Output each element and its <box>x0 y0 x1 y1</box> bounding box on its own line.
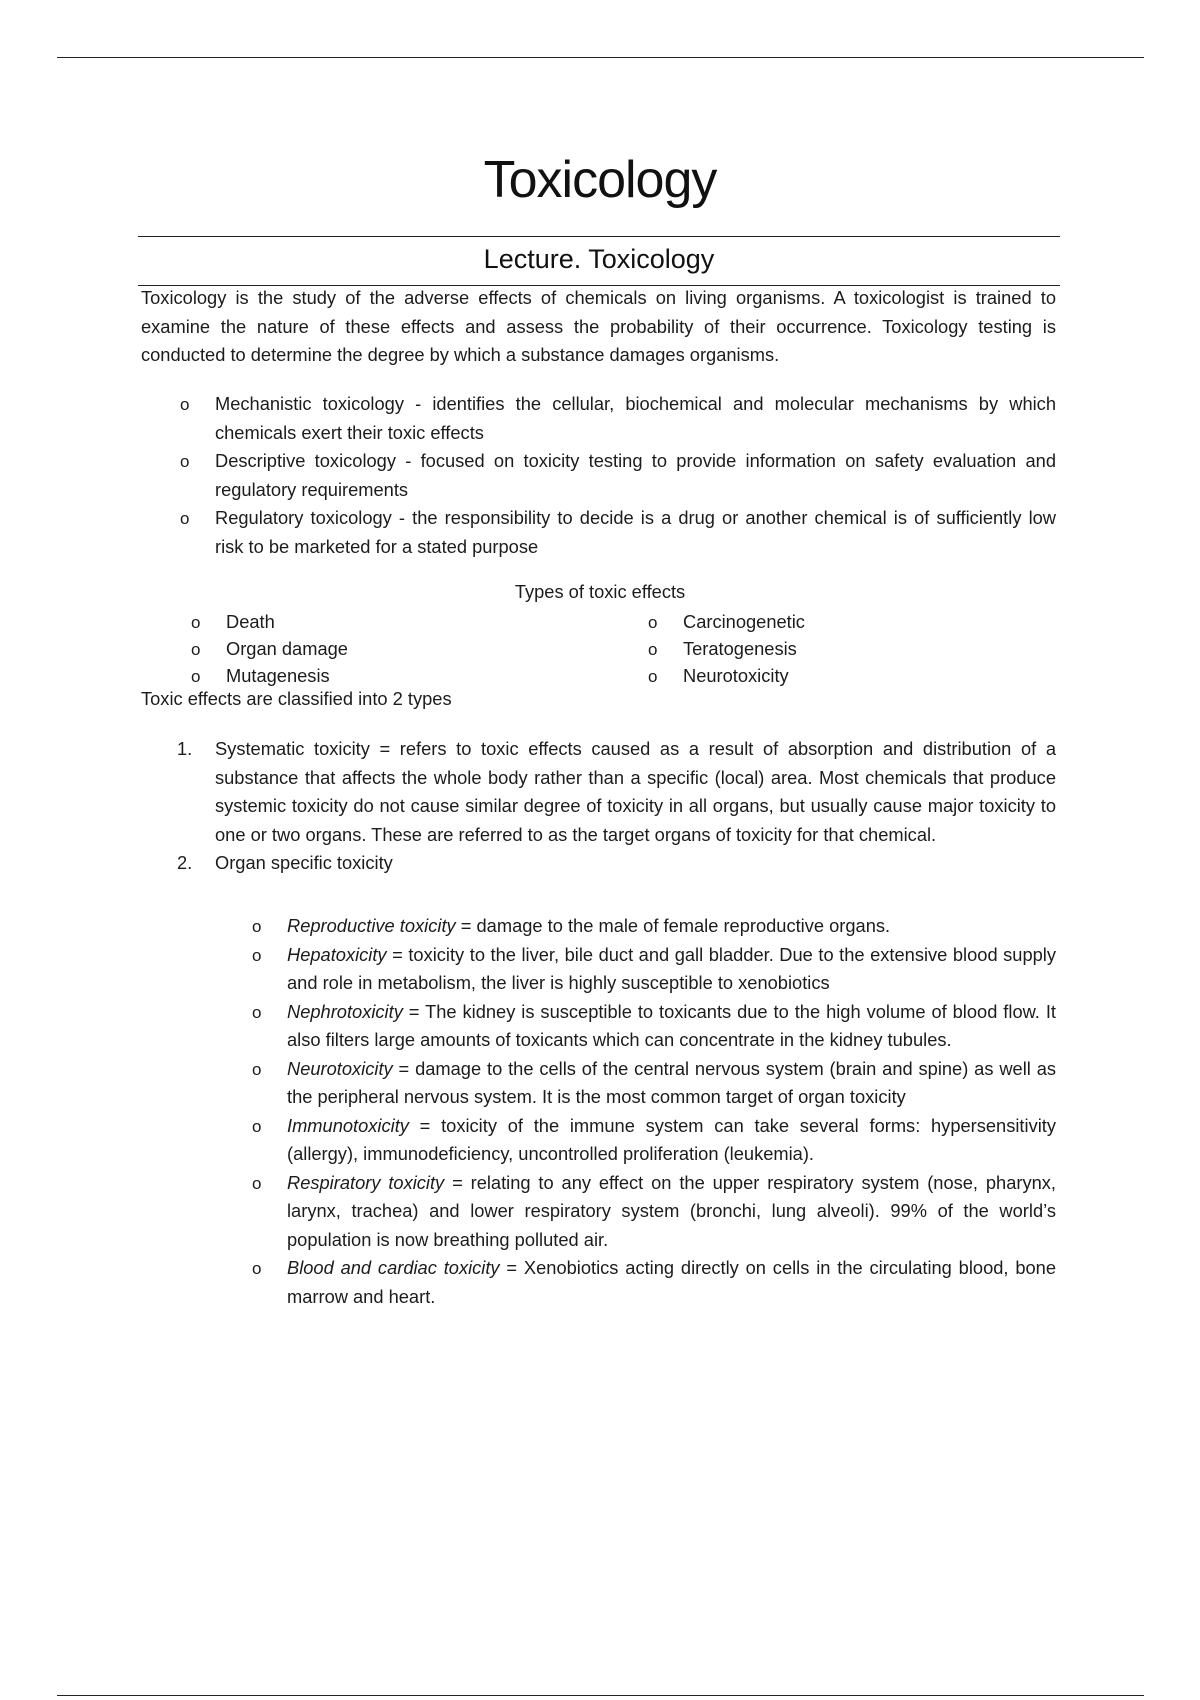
list-item <box>177 849 1056 878</box>
effect-type: Teratogenesis <box>683 638 797 659</box>
toxicity-description: = The kidney is susceptible to toxicants due to the high volume of blood flow. It also filters large amounts of toxicants which can concentrate in the kidney tubules. <box>287 1000 1056 1050</box>
list-item <box>180 447 1056 504</box>
list-item <box>252 1254 1056 1311</box>
intro-paragraph: Toxicology is the study of the adverse effects of chemicals on living organisms. A toxicologist is trained to examine the nature of these effects and assess the probability of their occurrence. Toxicology testing is conducted to determine the degree by which a substance damages organisms. <box>141 287 1056 365</box>
effect-type: Neurotoxicity <box>683 665 789 686</box>
section-top-rule <box>138 236 1060 237</box>
effect-type: Carcinogenetic <box>683 611 805 632</box>
bullet-marker: o <box>648 667 658 686</box>
class-text: Organ specific toxicity <box>215 852 393 873</box>
bullet-marker: o <box>191 640 201 659</box>
toxicity-term: Neurotoxicity <box>287 1057 393 1079</box>
document-title: Toxicology <box>483 151 717 209</box>
branch-text: Descriptive toxicology - focused on toxicity testing to provide information on safety evaluation and regulatory requirements <box>215 450 1056 500</box>
list-item <box>252 998 1056 1055</box>
bullet-marker: o <box>252 1259 262 1278</box>
list-item <box>648 635 797 662</box>
list-item <box>191 662 330 689</box>
toxicity-term: Respiratory toxicity <box>287 1171 445 1193</box>
toxicity-term: Immunotoxicity <box>287 1114 409 1136</box>
list-item <box>648 662 789 689</box>
toxicity-classes-list <box>177 735 1056 878</box>
toxicity-description: = toxicity to the liver, bile duct and gall bladder. Due to the extensive blood supply and role in metabolism, the liver is highly susceptible to xenobiotics <box>287 943 1056 993</box>
toxicity-description: = damage to the male of female reproductive organs. <box>455 915 891 936</box>
list-item <box>252 1112 1056 1169</box>
bullet-marker: o <box>648 613 658 632</box>
bullet-marker: o <box>252 945 262 965</box>
toxicity-description: = damage to the cells of the central nervous system (brain and spine) as well as the peripheral nervous system. It is the most common target of organ toxicity <box>287 1057 1056 1107</box>
bullet-marker: o <box>648 640 658 659</box>
bullet-marker: o <box>191 667 201 686</box>
bullet-marker: o <box>252 1116 262 1136</box>
section-title: Lecture. Toxicology <box>483 244 715 274</box>
bullet-marker: o <box>252 1059 262 1079</box>
item-number: 2. <box>177 852 193 873</box>
list-item <box>177 735 1056 849</box>
bullet-marker: o <box>191 613 201 632</box>
organ-toxicity-list <box>252 912 1056 1311</box>
classification-intro: Toxic effects are classified into 2 types <box>141 688 452 709</box>
page-top-rule <box>57 57 1144 58</box>
list-item <box>252 941 1056 998</box>
bullet-marker: o <box>252 1173 262 1193</box>
bullet-marker: o <box>252 917 262 936</box>
toxicity-term: Reproductive toxicity <box>287 915 456 936</box>
bullet-marker: o <box>180 452 190 471</box>
toxicity-description: = relating to any effect on the upper respiratory system (nose, pharynx, larynx, trachea) and lower respiratory system (bronchi, lung alveoli). 99% of the world’s population is now breathing polluted air. <box>287 1171 1056 1250</box>
bullet-marker: o <box>252 1002 262 1022</box>
effect-type: Death <box>226 611 275 632</box>
toxicology-branches-list <box>180 390 1056 561</box>
toxicity-description: = toxicity of the immune system can take several forms: hypersensitivity (allergy), immunodeficiency, uncontrolled proliferation (leukemia). <box>287 1114 1056 1164</box>
bullet-marker: o <box>180 509 190 528</box>
list-item <box>648 608 805 635</box>
toxicity-term: Nephrotoxicity <box>287 1000 403 1022</box>
list-item <box>180 390 1056 447</box>
effect-type: Mutagenesis <box>226 665 330 686</box>
branch-text: Mechanistic toxicology - identifies the cellular, biochemical and molecular mechanisms by which chemicals exert their toxic effects <box>215 393 1056 443</box>
list-item <box>191 635 348 662</box>
toxicity-description: = Xenobiotics acting directly on cells in the circulating blood, bone marrow and heart. <box>287 1257 1056 1307</box>
class-text: Systematic toxicity = refers to toxic effects caused as a result of absorption and distribution of a substance that affects the whole body rather than a specific (local) area. Most chemicals that produce systemic toxicity do not cause similar degree of toxicity in all organs, but usually cause major toxicity to one or two organs. These are referred to as the target organs of toxicity for that chemical. <box>215 738 1056 845</box>
page-bottom-rule <box>57 1695 1144 1696</box>
list-item <box>180 504 1056 561</box>
item-number: 1. <box>177 738 193 759</box>
toxicity-term: Hepatoxicity <box>287 943 387 965</box>
branch-text: Regulatory toxicology - the responsibility to decide is a drug or another chemical is of sufficiently low risk to be marketed for a stated purpose <box>215 507 1056 557</box>
bullet-marker: o <box>180 395 190 414</box>
list-item <box>252 1169 1056 1255</box>
list-item <box>252 912 1056 941</box>
list-item <box>191 608 275 635</box>
toxicity-term: Blood and cardiac toxicity <box>287 1257 500 1278</box>
effect-type: Organ damage <box>226 638 348 659</box>
list-item <box>252 1055 1056 1112</box>
types-heading: Types of toxic effects <box>514 581 686 602</box>
